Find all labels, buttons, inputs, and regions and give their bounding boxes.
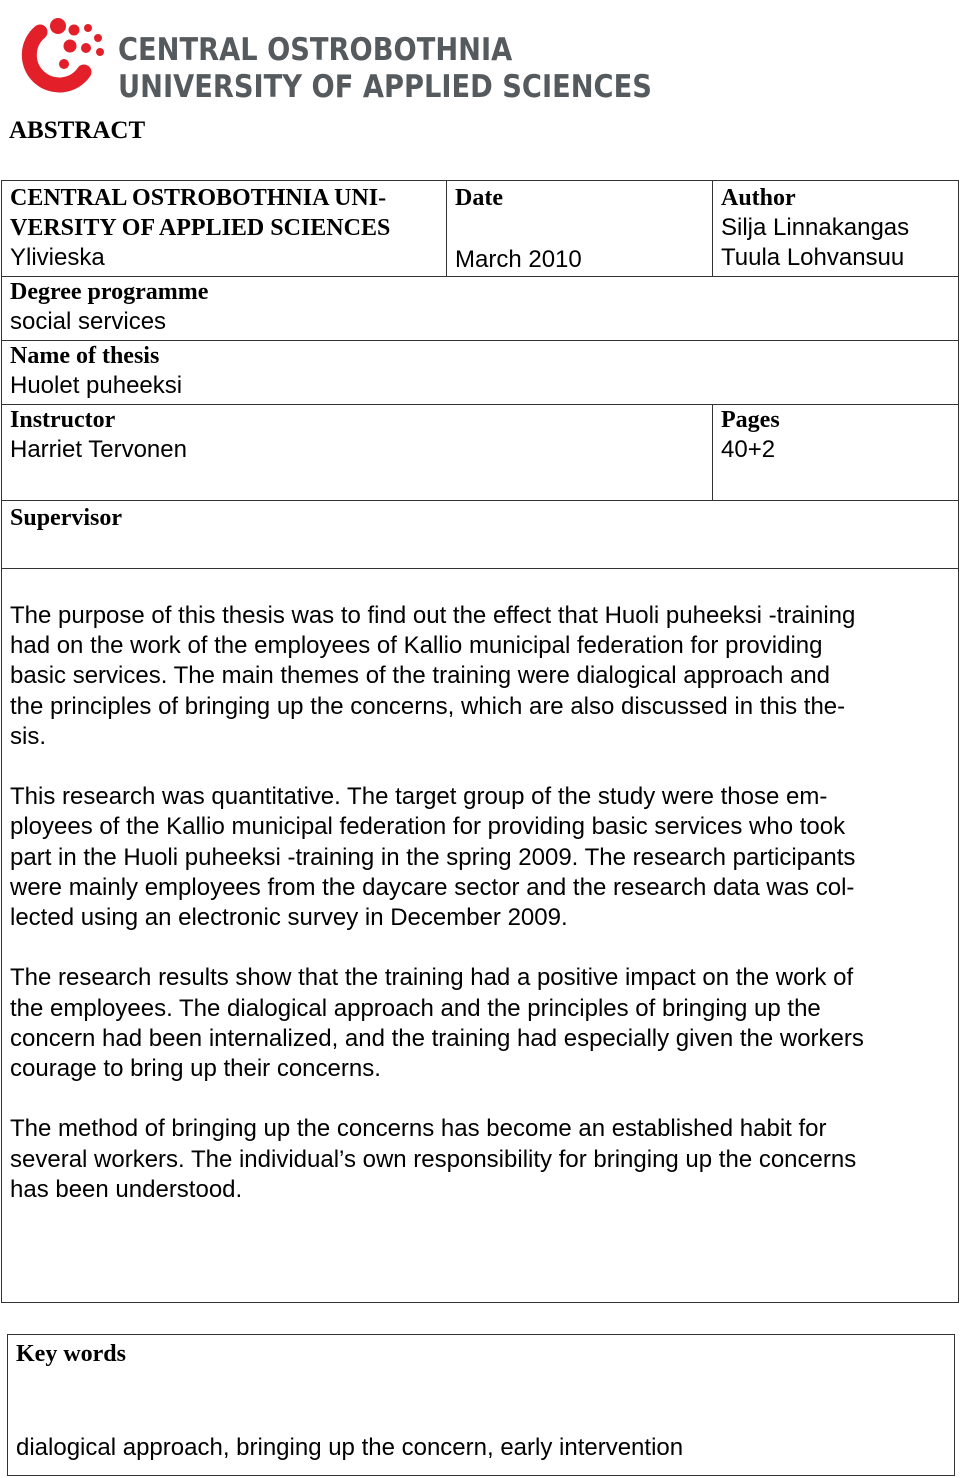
table-row — [2, 569, 959, 1303]
keywords-box — [7, 1334, 955, 1476]
author-name-1: Silja Linnakangas — [721, 214, 910, 241]
pages-value: 40+2 — [721, 436, 776, 463]
university-cell — [2, 181, 447, 277]
author-label: Author — [721, 185, 796, 211]
thesis-name-cell — [2, 341, 959, 405]
brand-line-1: CENTRAL OSTROBOTHNIA — [118, 32, 513, 68]
table-row — [2, 181, 959, 277]
abstract-paragraph: The method of bringing up the concerns has become an established habit for several workers. The individual’s own responsibility for bringing up the concerns has been understood. — [10, 1115, 857, 1203]
pages-cell — [713, 405, 959, 501]
date-cell — [447, 181, 713, 277]
degree-programme-cell — [2, 277, 959, 341]
date-label: Date — [455, 185, 503, 211]
thesis-name-value: Huolet puheeksi — [10, 372, 183, 399]
university-logo — [18, 10, 658, 105]
abstract-paragraph: This research was quantitative. The target group of the study were those em- ployees of the Kallio municipal federation for providing basic services who took part in the Huoli puheeksi -training in the spring 2009. The research participants were mainly employees from the daycare sector and the research data was col- lected using an electronic survey in December 2009. — [10, 783, 856, 932]
abstract-paragraph: The purpose of this thesis was to find out the effect that Huoli puheeksi -training had on the work of the employees of Kallio municipal federation for providing basic services. The main themes of the training were dialogical approach and the principles of bringing up the concerns, which are also discussed in this the- sis. — [10, 602, 856, 750]
cou-logo-icon — [18, 10, 110, 100]
university-name-line-2: VERSITY OF APPLIED SCIENCES — [10, 215, 391, 241]
brand-name — [118, 32, 652, 106]
instructor-label: Instructor — [10, 407, 116, 433]
keywords-value: dialogical approach, bringing up the concern, early intervention — [16, 1434, 684, 1461]
table-row — [2, 341, 959, 405]
table-row — [2, 501, 959, 569]
page-title: ABSTRACT — [9, 117, 146, 144]
instructor-value: Harriet Tervonen — [10, 436, 187, 463]
author-cell — [713, 181, 959, 277]
thesis-name-label: Name of thesis — [10, 343, 160, 369]
keywords-label: Key words — [16, 1341, 126, 1367]
author-name-2: Tuula Lohvansuu — [721, 244, 905, 271]
abstract-paragraph: The research results show that the training had a positive impact on the work of the employees. The dialogical approach and the principles of bringing up the concern had been internalized, and the training had especially given the workers courage to bring up their concerns. — [10, 964, 864, 1083]
abstract-form-table — [1, 180, 959, 1303]
instructor-cell — [2, 405, 713, 501]
abstract-body-cell — [2, 569, 959, 1303]
supervisor-cell — [2, 501, 959, 569]
table-row — [2, 277, 959, 341]
university-name-line-1: CENTRAL OSTROBOTHNIA UNI- — [10, 185, 387, 211]
date-value: March 2010 — [455, 246, 582, 273]
pages-label: Pages — [721, 407, 780, 433]
table-row — [2, 405, 959, 501]
brand-line-2: UNIVERSITY OF APPLIED SCIENCES — [118, 69, 652, 105]
degree-programme-value: social services — [10, 308, 167, 335]
degree-programme-label: Degree programme — [10, 279, 209, 305]
campus-name: Ylivieska — [10, 244, 105, 271]
supervisor-label: Supervisor — [10, 505, 123, 531]
